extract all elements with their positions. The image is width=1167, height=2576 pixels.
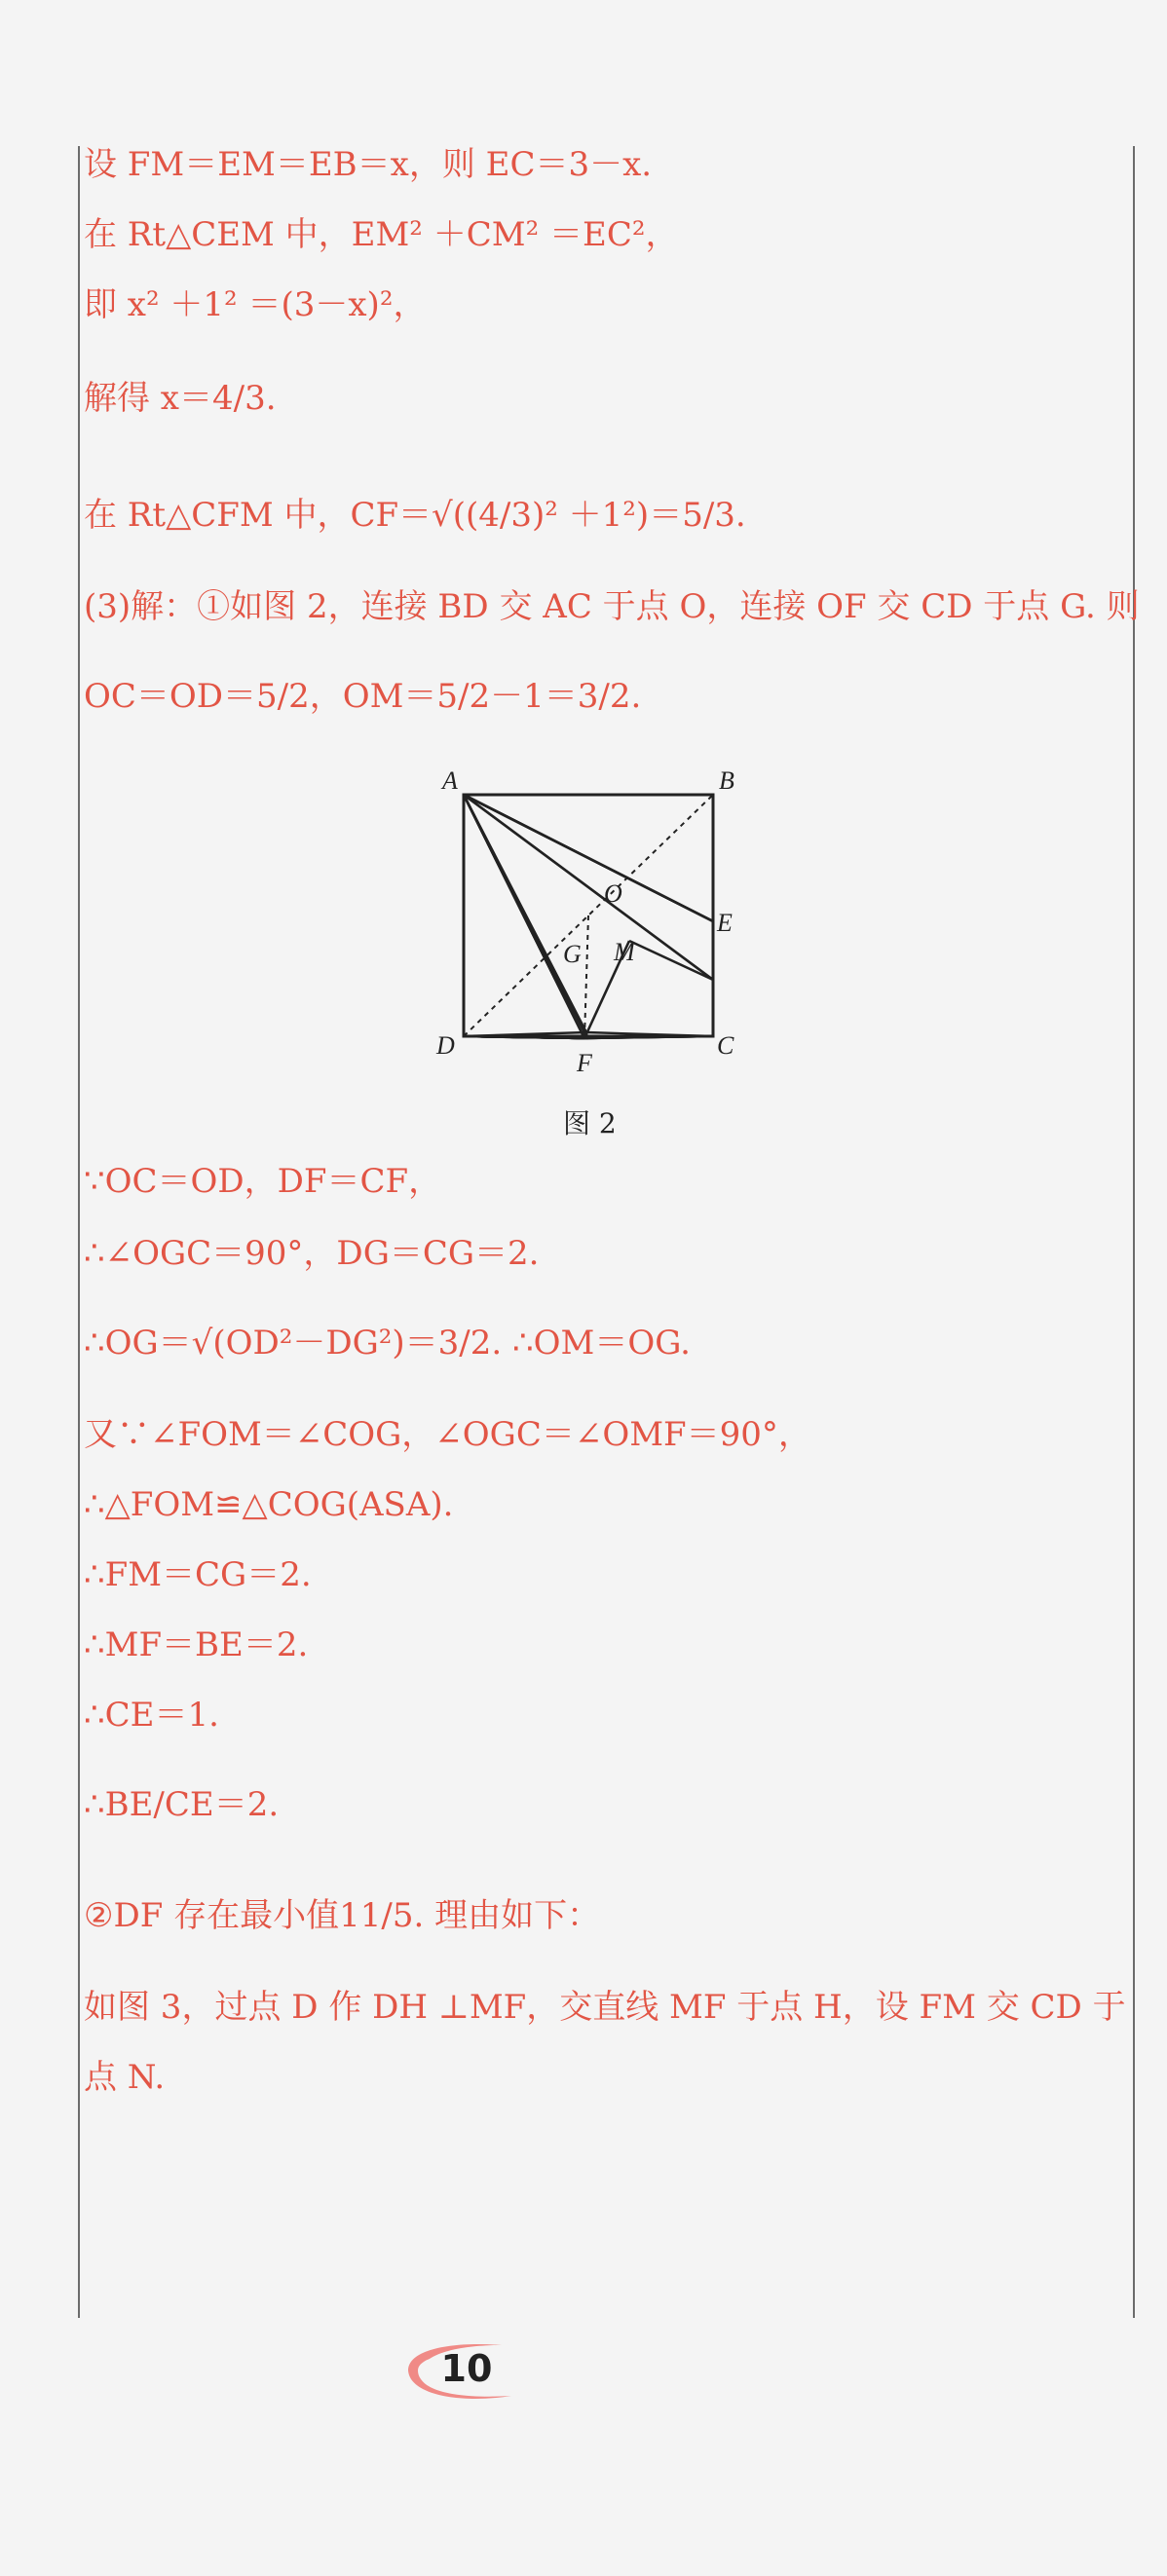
point-label-m: M <box>614 938 635 966</box>
solution-line: 设 FM＝EM＝EB＝x，则 EC＝3－x. <box>84 145 653 184</box>
solution-line: 解得 x＝4/3. <box>84 379 277 418</box>
point-label-e: E <box>717 909 733 937</box>
solution-line: 在 Rt△CFM 中，CF＝√((4/3)² ＋1²)＝5/3. <box>84 496 746 535</box>
solution-line: 即 x² ＋1² ＝(3－x)²， <box>84 285 427 324</box>
point-label-b: B <box>719 766 734 795</box>
solution-line: 又∵∠FOM＝∠COG，∠OGC＝∠OMF＝90°， <box>84 1415 811 1454</box>
solution-line: 如图 3，过点 D 作 DH ⊥MF，交直线 MF 于点 H，设 FM 交 CD 于 <box>84 1988 1126 2027</box>
point-label-o: O <box>604 879 622 908</box>
left-margin-rule <box>78 146 80 2318</box>
point-label-g: G <box>563 940 582 968</box>
point-label-d: D <box>436 1031 455 1060</box>
solution-line: 在 Rt△CEM 中，EM² ＋CM² ＝EC²， <box>84 215 679 254</box>
solution-line: ∵OC＝OD，DF＝CF， <box>84 1162 442 1201</box>
solution-line: ∴∠OGC＝90°，DG＝CG＝2. <box>84 1234 540 1273</box>
solution-line: ∴MF＝BE＝2. <box>84 1625 309 1664</box>
right-margin-rule <box>1133 146 1135 2318</box>
point-label-a: A <box>442 766 458 795</box>
geometry-figure <box>429 756 760 1087</box>
solution-line: ∴OG＝√(OD²－DG²)＝3/2. ∴OM＝OG. <box>84 1324 691 1363</box>
solution-line: OC＝OD＝5/2，OM＝5/2－1＝3/2. <box>84 677 642 716</box>
solution-line: ∴FM＝CG＝2. <box>84 1555 312 1594</box>
page-number: 10 <box>440 2347 493 2390</box>
solution-line: ∴BE/CE＝2. <box>84 1785 280 1824</box>
point-label-f: F <box>577 1049 592 1077</box>
solution-line: ∴△FOM≌△COG(ASA). <box>84 1485 454 1524</box>
figure-caption: 图 2 <box>563 1107 617 1139</box>
solution-line: ∴CE＝1. <box>84 1696 219 1735</box>
solution-line: 点 N. <box>84 2058 166 2097</box>
solution-line: ②DF 存在最小值11/5. 理由如下： <box>84 1896 601 1935</box>
point-label-c: C <box>717 1031 734 1060</box>
solution-line: (3)解：①如图 2，连接 BD 交 AC 于点 O，连接 OF 交 CD 于点 G. 则 <box>84 587 1140 626</box>
